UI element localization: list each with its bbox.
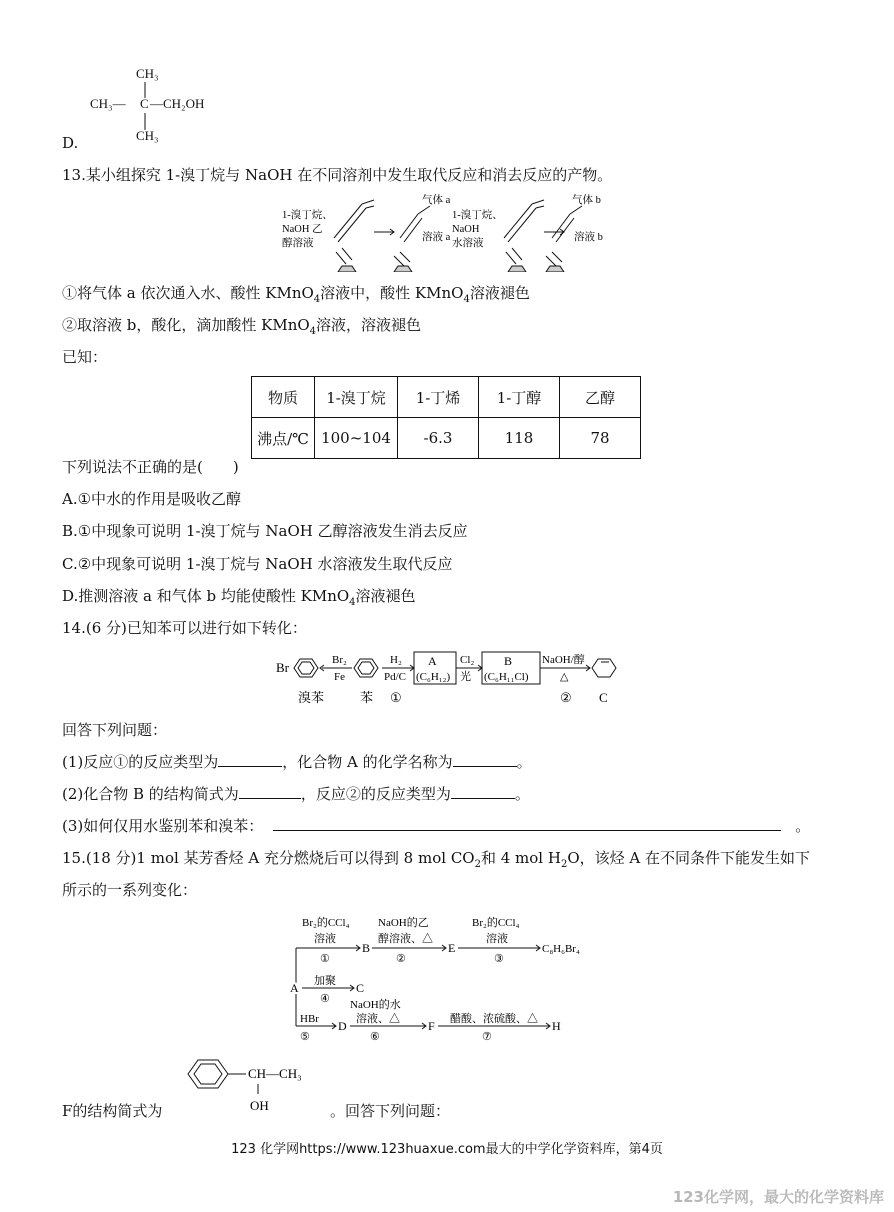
s1-top: Br₂的CCl₄ bbox=[302, 917, 350, 929]
table-cell: 100~104 bbox=[315, 418, 398, 459]
cyclohexene-ring bbox=[592, 659, 616, 677]
q13-apparatus-figure bbox=[282, 192, 622, 272]
right-reagent-line3: 水溶液 bbox=[452, 238, 484, 249]
table-cell: 物质 bbox=[252, 377, 315, 418]
q13-option-a: A.①中水的作用是吸收乙醇 bbox=[62, 490, 242, 508]
benzene-ring-2 bbox=[354, 659, 378, 677]
q15-f-label: F的结构简式为 bbox=[62, 1102, 163, 1120]
scheme-box-b-top: B bbox=[504, 654, 513, 668]
scheme-label-c: C bbox=[599, 690, 608, 705]
table-row bbox=[252, 377, 641, 418]
table-cell: 乙醇 bbox=[560, 377, 641, 418]
scheme-label-1: ① bbox=[390, 690, 402, 705]
struct-ch3-top: CH₃ bbox=[136, 66, 159, 81]
solution-a-label: 溶液 a bbox=[422, 232, 451, 243]
q14-question-1: (1)反应①的反应类型为 ，化合物 A 的化学名称为 。 bbox=[62, 753, 532, 771]
scheme-label-2: ② bbox=[560, 690, 572, 705]
s2-num: ② bbox=[396, 953, 406, 965]
struct-ch2oh: —CH₂OH bbox=[150, 96, 205, 111]
q13-option-d: D.推测溶液 a 和气体 b 均能使酸性 KMnO$_4$溶液褪色 bbox=[62, 587, 416, 608]
q14-question-3: (3)如何仅用水鉴别苯和溴苯： 。 bbox=[62, 817, 811, 835]
scheme-r1-bot: Fe bbox=[334, 671, 345, 683]
struct-ch3-bottom: CH₃ bbox=[136, 128, 159, 143]
scheme-r2-top: H₂ bbox=[390, 654, 402, 666]
scheme-label-benzene: 苯 bbox=[360, 690, 374, 705]
s3-top: Br₂的CCl₄ bbox=[472, 917, 520, 929]
q14-question-2: (2)化合物 B 的结构简式为 ，反应②的反应类型为 。 bbox=[62, 785, 530, 803]
answer-blank[interactable] bbox=[453, 752, 517, 767]
gas-a-label: 气体 a bbox=[422, 195, 451, 206]
q14-stem: 14.(6 分)已知苯可以进行如下转化： bbox=[62, 619, 307, 637]
scheme-r1-top: Br₂ bbox=[332, 654, 347, 666]
node-f: F bbox=[428, 1019, 435, 1033]
q13-known: 已知： bbox=[62, 348, 108, 366]
scheme-box-b-bot: (C₆H₁₁Cl) bbox=[484, 671, 529, 683]
q14-intro: 回答下列问题： bbox=[62, 721, 168, 739]
s3-mid: 溶液 bbox=[486, 933, 508, 945]
s4-num: ④ bbox=[320, 993, 330, 1005]
answer-blank[interactable] bbox=[451, 784, 515, 799]
node-product: C₈H₆Br₄ bbox=[542, 943, 580, 955]
scheme-r4-bot: △ bbox=[560, 671, 569, 683]
scheme-r4-top: NaOH/醇 bbox=[542, 654, 585, 666]
q15-f-end: 。回答下列问题： bbox=[330, 1102, 451, 1120]
scheme-box-a-bot: (C₆H₁₂) bbox=[416, 671, 451, 683]
node-c: C bbox=[356, 981, 365, 995]
q13-question: 下列说法不正确的是( ) bbox=[62, 458, 239, 476]
apparatus-3 bbox=[504, 200, 544, 272]
s1-num: ① bbox=[320, 953, 330, 965]
scheme-box-a-top: A bbox=[428, 654, 437, 668]
scheme-r3-bot: 光 bbox=[460, 671, 471, 683]
q13-observation-1: ①将气体 a 依次通入水、酸性 KMnO$_4$溶液中，酸性 KMnO$_4$溶液褪色 bbox=[62, 284, 530, 305]
solution-b-label: 溶液 b bbox=[574, 232, 603, 243]
table-row bbox=[252, 418, 641, 459]
s5-top: HBr bbox=[300, 1013, 319, 1025]
s1-mid: 溶液 bbox=[314, 933, 336, 945]
s4-top: 加聚 bbox=[314, 975, 336, 987]
q15-stem-line1: 15.(18 分)1 mol 某芳香烃 A 充分燃烧后可以得到 8 mol $CO_2$和 4 mol $H_2O$，该烃 A 在不同条件下能发生如下 bbox=[62, 849, 810, 870]
left-reagent-line1: 1-溴丁烷、 bbox=[282, 210, 333, 221]
s6-mid: 溶液、△ bbox=[356, 1013, 400, 1025]
s7-num: ⑦ bbox=[482, 1031, 492, 1043]
scheme-label-bromobenzene: 溴苯 bbox=[298, 690, 325, 705]
apparatus-1 bbox=[334, 200, 374, 272]
left-reagent-line2: NaOH 乙 bbox=[282, 224, 323, 235]
node-h: H bbox=[552, 1019, 561, 1033]
table-cell: 118 bbox=[479, 418, 560, 459]
benzene-ring-f bbox=[188, 1060, 228, 1088]
answer-blank[interactable] bbox=[239, 784, 301, 799]
s6-num: ⑥ bbox=[370, 1031, 380, 1043]
benzene-ring-1 bbox=[294, 659, 318, 677]
scheme-r2-bot: Pd/C bbox=[384, 671, 407, 683]
arrow-1 bbox=[374, 229, 394, 235]
f-structure bbox=[184, 1056, 324, 1116]
scheme-r3-top: Cl₂ bbox=[460, 654, 475, 666]
scheme-br: Br bbox=[276, 660, 289, 675]
right-reagent-line2: NaOH bbox=[452, 224, 480, 235]
q14-reaction-scheme bbox=[274, 650, 620, 708]
right-reagent-line1: 1-溴丁烷、 bbox=[452, 210, 503, 221]
q13-stem: 13.某小组探究 1-溴丁烷与 NaOH 在不同溶剂中发生取代反应和消去反应的产物。 bbox=[62, 166, 613, 184]
s2-top: NaOH的乙 bbox=[378, 917, 429, 929]
table-cell: 78 bbox=[560, 418, 641, 459]
struct-c-center: C bbox=[140, 96, 149, 111]
q13-observation-2: ②取溶液 b，酸化，滴加酸性 KMnO$_4$溶液，溶液褪色 bbox=[62, 316, 422, 337]
q13-option-c: C.②中现象可说明 1-溴丁烷与 NaOH 水溶液发生取代反应 bbox=[62, 555, 453, 573]
table-cell: -6.3 bbox=[398, 418, 479, 459]
boiling-point-table bbox=[251, 376, 641, 459]
s3-num: ③ bbox=[494, 953, 504, 965]
s7-top: 醋酸、浓硫酸、△ bbox=[450, 1013, 538, 1025]
table-cell: 沸点/℃ bbox=[252, 418, 315, 459]
table-cell: 1-丁醇 bbox=[479, 377, 560, 418]
table-cell: 1-丁烯 bbox=[398, 377, 479, 418]
q15-stem-line2: 所示的一系列变化： bbox=[62, 881, 198, 899]
q13-option-b: B.①中现象可说明 1-溴丁烷与 NaOH 乙醇溶液发生消去反应 bbox=[62, 522, 468, 540]
gas-b-label: 气体 b bbox=[572, 195, 601, 206]
watermark: 123化学网，最大的化学资料库 bbox=[672, 1188, 884, 1206]
q12-option-d-label: D. bbox=[62, 134, 79, 152]
answer-blank[interactable] bbox=[273, 816, 781, 831]
node-b: B bbox=[362, 941, 371, 955]
s2-mid: 醇溶液、△ bbox=[378, 933, 433, 945]
f-oh: OH bbox=[250, 1098, 269, 1113]
arrow-2 bbox=[544, 229, 564, 235]
s6-top: NaOH的水 bbox=[350, 999, 401, 1011]
left-reagent-line3: 醇溶液 bbox=[282, 238, 314, 249]
struct-ch3-left: CH₃— bbox=[90, 96, 126, 111]
q15-reaction-scheme bbox=[286, 912, 606, 1048]
node-e: E bbox=[448, 941, 456, 955]
node-a: A bbox=[290, 981, 299, 995]
f-ch-ch3: CH—CH₃ bbox=[248, 1066, 302, 1081]
page-footer: 123 化学网https://www.123huaxue.com最大的中学化学资料库，第4页 bbox=[231, 1142, 663, 1157]
table-cell: 1-溴丁烷 bbox=[315, 377, 398, 418]
node-d: D bbox=[338, 1019, 347, 1033]
answer-blank[interactable] bbox=[218, 752, 282, 767]
s5-num: ⑤ bbox=[300, 1031, 310, 1043]
